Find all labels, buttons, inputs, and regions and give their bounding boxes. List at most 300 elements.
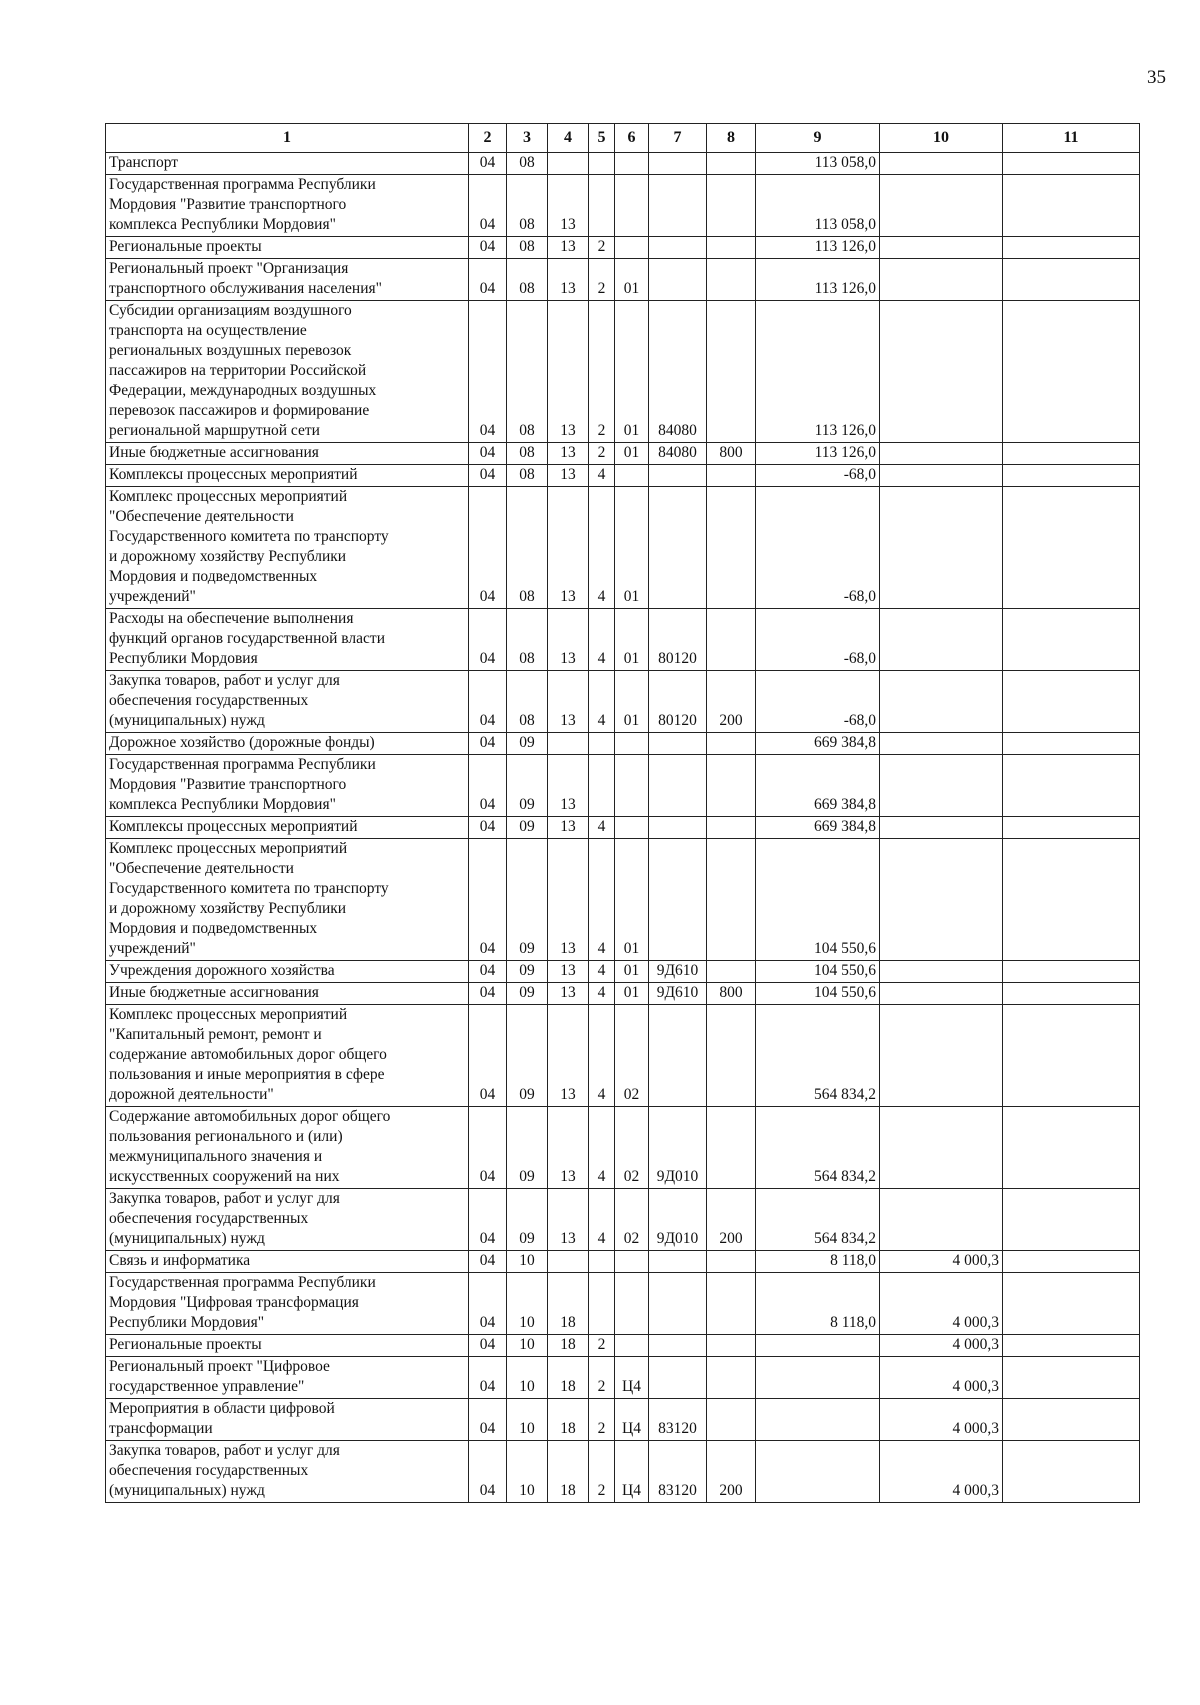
table-row [106, 671, 1140, 733]
row-name: Региональный проект "Цифровое государственное управление" [106, 1357, 469, 1399]
col-10-amount [880, 465, 1003, 487]
row-name: Закупка товаров, работ и услуг для обеспечения государственных (муниципальных) нужд [106, 1441, 469, 1503]
col-11-amount [1003, 175, 1140, 237]
col-5-code: 4 [589, 1005, 615, 1107]
col-9-amount: 564 834,2 [756, 1107, 880, 1189]
col-6-code [615, 465, 649, 487]
col-6-code: 01 [615, 259, 649, 301]
col-2-code: 04 [469, 153, 507, 175]
col-6-code: Ц4 [615, 1399, 649, 1441]
col-2-code: 04 [469, 733, 507, 755]
col-9-amount: 669 384,8 [756, 733, 880, 755]
col-9-amount [756, 1357, 880, 1399]
column-header: 1 [106, 124, 469, 153]
col-9-amount: 104 550,6 [756, 839, 880, 961]
table-row [106, 755, 1140, 817]
col-9-amount: 564 834,2 [756, 1005, 880, 1107]
col-2-code: 04 [469, 609, 507, 671]
col-10-amount [880, 609, 1003, 671]
col-4-code: 18 [548, 1357, 589, 1399]
col-7-code: 9Д610 [649, 961, 707, 983]
col-10-amount [880, 175, 1003, 237]
col-7-code [649, 259, 707, 301]
col-3-code: 08 [507, 175, 548, 237]
col-4-code: 18 [548, 1441, 589, 1503]
col-7-code [649, 1251, 707, 1273]
col-3-code: 08 [507, 301, 548, 443]
column-header: 3 [507, 124, 548, 153]
col-4-code: 13 [548, 961, 589, 983]
col-2-code: 04 [469, 259, 507, 301]
col-2-code: 04 [469, 1107, 507, 1189]
row-name: Государственная программа Республики Мордовия "Развитие транспортного комплекса Республики Мордовия" [106, 755, 469, 817]
row-name: Мероприятия в области цифровой трансформации [106, 1399, 469, 1441]
col-4-code [548, 1251, 589, 1273]
col-11-amount [1003, 1189, 1140, 1251]
col-5-code [589, 755, 615, 817]
col-9-amount: 669 384,8 [756, 817, 880, 839]
col-5-code: 4 [589, 839, 615, 961]
col-6-code: 01 [615, 961, 649, 983]
col-6-code [615, 1273, 649, 1335]
table-row [106, 153, 1140, 175]
col-8-code [707, 1273, 756, 1335]
col-4-code: 13 [548, 609, 589, 671]
col-5-code [589, 1251, 615, 1273]
col-3-code: 09 [507, 1189, 548, 1251]
col-3-code: 09 [507, 839, 548, 961]
col-3-code: 10 [507, 1441, 548, 1503]
col-6-code: 01 [615, 487, 649, 609]
table-row [106, 1251, 1140, 1273]
col-7-code: 83120 [649, 1441, 707, 1503]
col-4-code: 13 [548, 1189, 589, 1251]
col-11-amount [1003, 839, 1140, 961]
col-2-code: 04 [469, 1189, 507, 1251]
row-name: Транспорт [106, 153, 469, 175]
col-5-code: 4 [589, 983, 615, 1005]
col-9-amount: -68,0 [756, 487, 880, 609]
col-11-amount [1003, 671, 1140, 733]
col-2-code: 04 [469, 1399, 507, 1441]
col-11-amount [1003, 755, 1140, 817]
col-8-code: 200 [707, 671, 756, 733]
col-7-code: 9Д010 [649, 1107, 707, 1189]
col-4-code: 13 [548, 839, 589, 961]
col-7-code [649, 175, 707, 237]
row-name: Комплекс процессных мероприятий "Обеспечение деятельности Государственного комитета по транспорту и дорожному хозяйству Республики Мордовия и подведомственных учреждений" [106, 839, 469, 961]
col-8-code [707, 755, 756, 817]
column-header: 5 [589, 124, 615, 153]
col-11-amount [1003, 983, 1140, 1005]
col-3-code: 08 [507, 671, 548, 733]
col-11-amount [1003, 961, 1140, 983]
row-name: Региональные проекты [106, 1335, 469, 1357]
col-3-code: 09 [507, 1107, 548, 1189]
col-5-code: 4 [589, 961, 615, 983]
col-9-amount: 113 058,0 [756, 175, 880, 237]
col-5-code: 2 [589, 1335, 615, 1357]
col-2-code: 04 [469, 1251, 507, 1273]
column-header: 11 [1003, 124, 1140, 153]
col-3-code: 08 [507, 465, 548, 487]
col-8-code [707, 153, 756, 175]
column-header: 4 [548, 124, 589, 153]
col-9-amount: 8 118,0 [756, 1251, 880, 1273]
col-5-code: 2 [589, 237, 615, 259]
col-10-amount [880, 755, 1003, 817]
col-6-code [615, 153, 649, 175]
col-6-code [615, 817, 649, 839]
col-11-amount [1003, 817, 1140, 839]
table-row [106, 733, 1140, 755]
col-5-code: 4 [589, 487, 615, 609]
row-name: Комплекс процессных мероприятий "Обеспечение деятельности Государственного комитета по транспорту и дорожному хозяйству Республики Мордовия и подведомственных учреждений" [106, 487, 469, 609]
col-6-code [615, 1251, 649, 1273]
col-10-amount [880, 961, 1003, 983]
table-row [106, 259, 1140, 301]
col-3-code: 08 [507, 487, 548, 609]
table-row [106, 1189, 1140, 1251]
table-row [106, 1441, 1140, 1503]
col-4-code: 13 [548, 755, 589, 817]
col-7-code [649, 1005, 707, 1107]
col-10-amount [880, 1189, 1003, 1251]
col-4-code: 13 [548, 671, 589, 733]
col-11-amount [1003, 301, 1140, 443]
col-5-code: 4 [589, 609, 615, 671]
col-8-code [707, 259, 756, 301]
column-header: 2 [469, 124, 507, 153]
col-7-code [649, 1335, 707, 1357]
col-8-code [707, 301, 756, 443]
col-2-code: 04 [469, 839, 507, 961]
col-8-code [707, 175, 756, 237]
table-row [106, 983, 1140, 1005]
col-10-amount [880, 259, 1003, 301]
col-10-amount [880, 443, 1003, 465]
col-10-amount: 4 000,3 [880, 1357, 1003, 1399]
col-8-code [707, 961, 756, 983]
col-8-code: 800 [707, 983, 756, 1005]
col-10-amount [880, 301, 1003, 443]
col-2-code: 04 [469, 1335, 507, 1357]
col-10-amount: 4 000,3 [880, 1335, 1003, 1357]
col-8-code [707, 609, 756, 671]
col-2-code: 04 [469, 1357, 507, 1399]
col-9-amount: -68,0 [756, 671, 880, 733]
col-4-code: 13 [548, 443, 589, 465]
col-4-code: 13 [548, 1107, 589, 1189]
col-4-code: 13 [548, 301, 589, 443]
col-11-amount [1003, 1441, 1140, 1503]
col-3-code: 09 [507, 1005, 548, 1107]
col-2-code: 04 [469, 1005, 507, 1107]
col-6-code [615, 175, 649, 237]
col-6-code: Ц4 [615, 1441, 649, 1503]
col-10-amount [880, 1005, 1003, 1107]
col-11-amount [1003, 259, 1140, 301]
col-7-code: 84080 [649, 443, 707, 465]
col-10-amount [880, 1107, 1003, 1189]
table-row [106, 301, 1140, 443]
col-6-code [615, 237, 649, 259]
table-row [106, 1107, 1140, 1189]
col-11-amount [1003, 237, 1140, 259]
col-10-amount [880, 671, 1003, 733]
col-8-code [707, 237, 756, 259]
table-row [106, 817, 1140, 839]
col-8-code: 800 [707, 443, 756, 465]
col-4-code [548, 153, 589, 175]
table-row [106, 1399, 1140, 1441]
row-name: Учреждения дорожного хозяйства [106, 961, 469, 983]
col-5-code: 2 [589, 1441, 615, 1503]
col-10-amount: 4 000,3 [880, 1399, 1003, 1441]
col-11-amount [1003, 1273, 1140, 1335]
col-5-code: 2 [589, 443, 615, 465]
col-6-code: Ц4 [615, 1357, 649, 1399]
col-4-code: 13 [548, 259, 589, 301]
row-name: Иные бюджетные ассигнования [106, 443, 469, 465]
col-3-code: 10 [507, 1335, 548, 1357]
col-7-code [649, 465, 707, 487]
col-2-code: 04 [469, 755, 507, 817]
col-9-amount: 8 118,0 [756, 1273, 880, 1335]
col-2-code: 04 [469, 983, 507, 1005]
col-5-code: 4 [589, 671, 615, 733]
col-9-amount [756, 1399, 880, 1441]
col-4-code: 13 [548, 817, 589, 839]
column-header: 8 [707, 124, 756, 153]
col-10-amount [880, 983, 1003, 1005]
col-11-amount [1003, 1251, 1140, 1273]
table-row [106, 839, 1140, 961]
col-8-code [707, 1005, 756, 1107]
col-7-code: 84080 [649, 301, 707, 443]
col-8-code [707, 1335, 756, 1357]
col-10-amount: 4 000,3 [880, 1251, 1003, 1273]
row-name: Закупка товаров, работ и услуг для обеспечения государственных (муниципальных) нужд [106, 1189, 469, 1251]
row-name: Комплекс процессных мероприятий "Капитальный ремонт, ремонт и содержание автомобильных дорог общего пользования и иные мероприятия в сфере дорожной деятельности" [106, 1005, 469, 1107]
col-7-code [649, 733, 707, 755]
row-name: Субсидии организациям воздушного транспорта на осуществление региональных воздушных перевозок пассажиров на территории Российской Федерации, международных воздушных перевозок пассажиров и формирование региональной маршрутной сети [106, 301, 469, 443]
table-row [106, 961, 1140, 983]
col-5-code: 2 [589, 259, 615, 301]
col-5-code: 2 [589, 1399, 615, 1441]
col-8-code [707, 1357, 756, 1399]
col-6-code [615, 755, 649, 817]
col-10-amount [880, 733, 1003, 755]
row-name: Комплексы процессных мероприятий [106, 465, 469, 487]
col-9-amount: -68,0 [756, 609, 880, 671]
col-3-code: 09 [507, 755, 548, 817]
table-row [106, 487, 1140, 609]
col-5-code: 4 [589, 1189, 615, 1251]
col-11-amount [1003, 1399, 1140, 1441]
col-2-code: 04 [469, 175, 507, 237]
col-7-code [649, 755, 707, 817]
table-body [106, 153, 1140, 1503]
col-5-code: 4 [589, 817, 615, 839]
col-10-amount [880, 237, 1003, 259]
col-9-amount [756, 1441, 880, 1503]
col-11-amount [1003, 1357, 1140, 1399]
col-9-amount: 104 550,6 [756, 961, 880, 983]
col-11-amount [1003, 465, 1140, 487]
col-3-code: 09 [507, 817, 548, 839]
col-10-amount [880, 817, 1003, 839]
col-2-code: 04 [469, 817, 507, 839]
row-name: Государственная программа Республики Мордовия "Развитие транспортного комплекса Республики Мордовия" [106, 175, 469, 237]
col-8-code [707, 465, 756, 487]
table-row [106, 1357, 1140, 1399]
col-11-amount [1003, 1005, 1140, 1107]
row-name: Расходы на обеспечение выполнения функций органов государственной власти Республики Мордовия [106, 609, 469, 671]
col-9-amount: 564 834,2 [756, 1189, 880, 1251]
col-2-code: 04 [469, 465, 507, 487]
table-row [106, 465, 1140, 487]
col-10-amount: 4 000,3 [880, 1441, 1003, 1503]
col-7-code [649, 1273, 707, 1335]
table-row [106, 1005, 1140, 1107]
col-11-amount [1003, 1107, 1140, 1189]
col-7-code [649, 839, 707, 961]
col-6-code [615, 733, 649, 755]
col-10-amount [880, 487, 1003, 609]
col-8-code [707, 1399, 756, 1441]
table-row [106, 175, 1140, 237]
col-9-amount: 104 550,6 [756, 983, 880, 1005]
col-11-amount [1003, 487, 1140, 609]
col-5-code [589, 733, 615, 755]
col-5-code: 4 [589, 465, 615, 487]
col-7-code [649, 817, 707, 839]
col-5-code [589, 175, 615, 237]
col-8-code [707, 817, 756, 839]
col-3-code: 08 [507, 609, 548, 671]
col-2-code: 04 [469, 487, 507, 609]
row-name: Региональные проекты [106, 237, 469, 259]
col-3-code: 08 [507, 153, 548, 175]
col-3-code: 08 [507, 237, 548, 259]
col-3-code: 08 [507, 443, 548, 465]
col-6-code: 02 [615, 1005, 649, 1107]
col-5-code [589, 153, 615, 175]
col-4-code: 18 [548, 1335, 589, 1357]
col-3-code: 09 [507, 733, 548, 755]
header-row [106, 124, 1140, 153]
col-6-code: 01 [615, 983, 649, 1005]
col-3-code: 09 [507, 983, 548, 1005]
col-9-amount [756, 1335, 880, 1357]
col-2-code: 04 [469, 1273, 507, 1335]
table-row [106, 1335, 1140, 1357]
col-9-amount: 113 126,0 [756, 259, 880, 301]
col-7-code: 9Д610 [649, 983, 707, 1005]
col-11-amount [1003, 609, 1140, 671]
budget-table [105, 123, 1140, 1503]
col-8-code [707, 733, 756, 755]
table-row [106, 609, 1140, 671]
col-6-code: 01 [615, 671, 649, 733]
table-row [106, 1273, 1140, 1335]
col-3-code: 08 [507, 259, 548, 301]
col-7-code [649, 153, 707, 175]
row-name: Связь и информатика [106, 1251, 469, 1273]
col-4-code: 13 [548, 1005, 589, 1107]
col-2-code: 04 [469, 1441, 507, 1503]
col-4-code: 13 [548, 237, 589, 259]
column-header: 9 [756, 124, 880, 153]
col-2-code: 04 [469, 961, 507, 983]
col-6-code: 02 [615, 1107, 649, 1189]
row-name: Содержание автомобильных дорог общего пользования регионального и (или) межмуниципального значения и искусственных сооружений на них [106, 1107, 469, 1189]
col-9-amount: -68,0 [756, 465, 880, 487]
col-4-code: 18 [548, 1399, 589, 1441]
col-11-amount [1003, 733, 1140, 755]
col-4-code: 13 [548, 487, 589, 609]
col-5-code: 2 [589, 301, 615, 443]
col-2-code: 04 [469, 443, 507, 465]
col-6-code: 01 [615, 609, 649, 671]
col-4-code [548, 733, 589, 755]
col-2-code: 04 [469, 301, 507, 443]
row-name: Иные бюджетные ассигнования [106, 983, 469, 1005]
col-6-code: 01 [615, 301, 649, 443]
col-6-code: 01 [615, 839, 649, 961]
col-7-code [649, 237, 707, 259]
col-7-code: 80120 [649, 671, 707, 733]
page-number: 35 [1147, 67, 1166, 88]
col-3-code: 10 [507, 1273, 548, 1335]
column-header: 6 [615, 124, 649, 153]
column-header: 7 [649, 124, 707, 153]
col-10-amount [880, 839, 1003, 961]
col-7-code: 9Д010 [649, 1189, 707, 1251]
col-6-code: 02 [615, 1189, 649, 1251]
row-name: Дорожное хозяйство (дорожные фонды) [106, 733, 469, 755]
col-3-code: 10 [507, 1357, 548, 1399]
col-7-code: 80120 [649, 609, 707, 671]
row-name: Комплексы процессных мероприятий [106, 817, 469, 839]
row-name: Государственная программа Республики Мордовия "Цифровая трансформация Республики Мордовия" [106, 1273, 469, 1335]
col-8-code [707, 839, 756, 961]
col-10-amount [880, 153, 1003, 175]
col-9-amount: 113 126,0 [756, 443, 880, 465]
col-10-amount: 4 000,3 [880, 1273, 1003, 1335]
col-5-code: 2 [589, 1357, 615, 1399]
col-3-code: 10 [507, 1399, 548, 1441]
col-7-code [649, 1357, 707, 1399]
col-7-code [649, 487, 707, 609]
row-name: Региональный проект "Организация транспортного обслуживания населения" [106, 259, 469, 301]
col-5-code: 4 [589, 1107, 615, 1189]
col-4-code: 13 [548, 465, 589, 487]
row-name: Закупка товаров, работ и услуг для обеспечения государственных (муниципальных) нужд [106, 671, 469, 733]
col-8-code [707, 487, 756, 609]
table-row [106, 237, 1140, 259]
col-7-code: 83120 [649, 1399, 707, 1441]
col-9-amount: 113 126,0 [756, 237, 880, 259]
table-row [106, 443, 1140, 465]
col-8-code [707, 1251, 756, 1273]
col-6-code [615, 1335, 649, 1357]
col-6-code: 01 [615, 443, 649, 465]
col-9-amount: 113 126,0 [756, 301, 880, 443]
col-9-amount: 113 058,0 [756, 153, 880, 175]
col-11-amount [1003, 1335, 1140, 1357]
